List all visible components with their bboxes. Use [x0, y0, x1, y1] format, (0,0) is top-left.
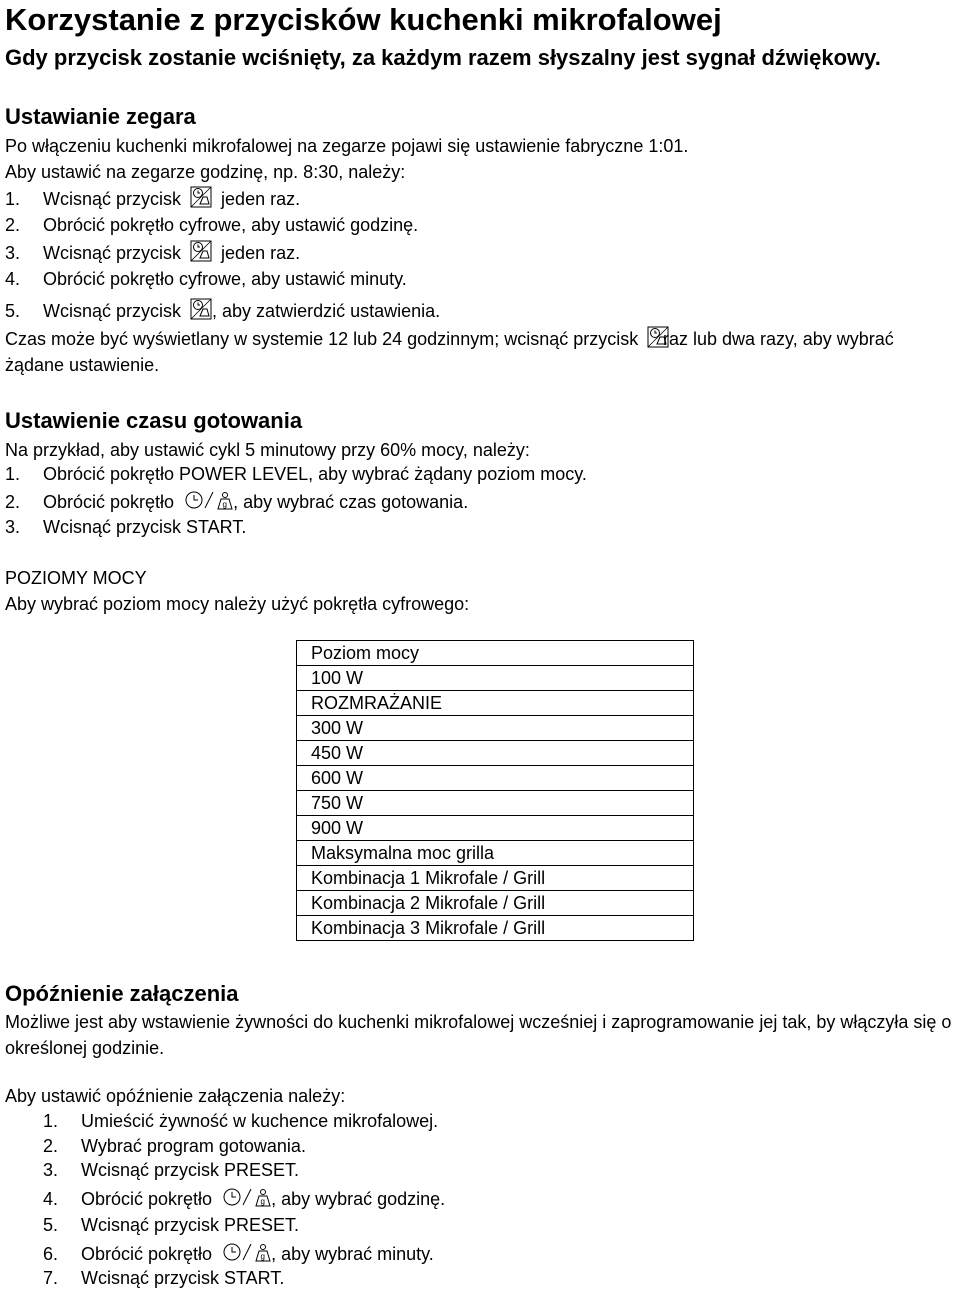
power-table-row	[297, 891, 694, 916]
step-number: 4.	[43, 1189, 59, 1209]
power-table-row	[297, 841, 694, 866]
power-table-cell: Kombinacja 3 Mikrofale / Grill	[297, 916, 694, 941]
delay-paragraph: Możliwe jest aby wstawienie żywności do kuchenki mikrofalowej wcześniej i zaprogramowanie jej tak, by włączyła się o określonej godzinie.	[5, 1012, 952, 1058]
step-number: 3.	[43, 1160, 59, 1180]
step-number: 1.	[5, 464, 21, 484]
step-number: 3.	[5, 517, 21, 537]
delay-step-1	[43, 1109, 438, 1133]
power-level-table	[296, 640, 694, 941]
power-table-row	[297, 866, 694, 891]
step-text-after: , aby wybrać czas gotowania.	[233, 492, 469, 512]
step-text: Wcisnąć przycisk	[43, 243, 182, 263]
step-text: Wcisnąć przycisk START.	[81, 1268, 285, 1288]
clock-intro-1: Po włączeniu kuchenki mikrofalowej na zegarze pojawi się ustawienie fabryczne 1:01.	[5, 136, 689, 156]
delay-step-6	[43, 1241, 434, 1269]
step-text: Wcisnąć przycisk PRESET.	[81, 1215, 300, 1235]
power-table-cell: 600 W	[297, 766, 694, 791]
svg-text:g: g	[222, 500, 228, 509]
time-weight-dial-icon	[183, 489, 233, 517]
power-table-row	[297, 641, 694, 666]
step-text: Wcisnąć przycisk PRESET.	[81, 1160, 300, 1180]
step-number: 2.	[43, 1136, 59, 1156]
step-text: Obrócić pokrętło POWER LEVEL, aby wybrać żądany poziom mocy.	[43, 464, 587, 484]
power-table-cell: Maksymalna moc grilla	[297, 841, 694, 866]
power-table-row	[297, 691, 694, 716]
svg-text:g: g	[260, 1197, 266, 1206]
power-table-row	[297, 716, 694, 741]
clock-note-text: Czas może być wyświetlany w systemie 12 lub 24 godzinnym; wcisnąć przycisk	[5, 329, 639, 349]
delay-step-4	[43, 1186, 445, 1214]
power-table-row	[297, 741, 694, 766]
step-text: Wcisnąć przycisk	[43, 189, 182, 209]
step-number: 1.	[43, 1111, 59, 1131]
power-table-cell: Kombinacja 2 Mikrofale / Grill	[297, 891, 694, 916]
step-text: Wcisnąć przycisk START.	[43, 517, 247, 537]
page-title: Korzystanie z przycisków kuchenki mikrofalowej	[5, 2, 722, 37]
time-weight-dial-icon	[221, 1186, 271, 1214]
clock-button-icon	[190, 186, 212, 214]
time-weight-dial-icon	[221, 1241, 271, 1269]
step-number: 7.	[43, 1268, 59, 1288]
delay-step-7	[43, 1266, 284, 1290]
step-text-after: , aby wybrać minuty.	[271, 1244, 434, 1264]
page-subtitle: Gdy przycisk zostanie wciśnięty, za każdym razem słyszalny jest sygnał dźwiękowy.	[5, 45, 881, 70]
step-text: Obrócić pokrętło	[81, 1244, 213, 1264]
step-number: 6.	[43, 1244, 59, 1264]
step-text: Obrócić pokrętło	[43, 492, 175, 512]
clock-intro-2: Aby ustawić na zegarze godzinę, np. 8:30, należy:	[5, 162, 406, 182]
step-number: 3.	[5, 243, 21, 263]
power-intro: Aby wybrać poziom mocy należy użyć pokrętła cyfrowego:	[5, 594, 470, 614]
clock-step-3	[5, 240, 300, 268]
power-table-row	[297, 766, 694, 791]
power-table-cell: 900 W	[297, 816, 694, 841]
power-heading: POZIOMY MOCY	[5, 568, 147, 588]
step-text: Obrócić pokrętło cyfrowe, aby ustawić godzinę.	[43, 215, 419, 235]
clock-step-5	[5, 298, 440, 326]
power-table-header-cell: Poziom mocy	[297, 641, 694, 666]
svg-text:g: g	[260, 1252, 266, 1261]
power-table-cell: ROZMRAŻANIE	[297, 691, 694, 716]
step-text: Obrócić pokrętło cyfrowe, aby ustawić minuty.	[43, 269, 407, 289]
step-text-after: , aby wybrać godzinę.	[271, 1189, 446, 1209]
cooking-step-2	[5, 489, 468, 517]
delay-heading: Opóźnienie załączenia	[5, 981, 239, 1006]
step-number: 1.	[5, 189, 21, 209]
delay-step-3	[43, 1158, 299, 1182]
power-table-cell: Kombinacja 1 Mikrofale / Grill	[297, 866, 694, 891]
delay-intro: Aby ustawić opóźnienie załączenia należy:	[5, 1086, 346, 1106]
power-table-cell: 750 W	[297, 791, 694, 816]
cooking-intro: Na przykład, aby ustawić cykl 5 minutowy przy 60% mocy, należy:	[5, 440, 530, 460]
step-text-after: jeden raz.	[221, 243, 301, 263]
delay-step-5	[43, 1213, 299, 1237]
step-text-after: jeden raz.	[221, 189, 301, 209]
power-table-row	[297, 791, 694, 816]
power-table-row	[297, 816, 694, 841]
clock-step-2	[5, 213, 418, 237]
step-text: Umieścić żywność w kuchence mikrofalowej.	[81, 1111, 439, 1131]
power-table-row	[297, 666, 694, 691]
step-number: 5.	[5, 301, 21, 321]
step-text: Wybrać program gotowania.	[81, 1136, 306, 1156]
power-table-cell: 450 W	[297, 741, 694, 766]
step-text-after: , aby zatwierdzić ustawienia.	[212, 301, 441, 321]
step-number: 5.	[43, 1215, 59, 1235]
step-number: 2.	[5, 215, 21, 235]
power-table-cell: 300 W	[297, 716, 694, 741]
clock-step-1	[5, 186, 300, 214]
power-table-cell: 100 W	[297, 666, 694, 691]
step-number: 4.	[5, 269, 21, 289]
step-number: 2.	[5, 492, 21, 512]
clock-button-icon	[190, 298, 212, 326]
clock-button-icon	[190, 240, 212, 268]
cooking-heading: Ustawienie czasu gotowania	[5, 408, 303, 433]
clock-step-4	[5, 267, 407, 291]
clock-note-continuation: raz lub dwa razy, aby wybrać żądane ustawienie.	[5, 329, 894, 375]
step-text: Wcisnąć przycisk	[43, 301, 182, 321]
power-table-row	[297, 916, 694, 941]
step-text: Obrócić pokrętło	[81, 1189, 213, 1209]
cooking-step-1	[5, 462, 587, 486]
delay-step-2	[43, 1134, 306, 1158]
clock-heading: Ustawianie zegara	[5, 104, 196, 129]
cooking-step-3	[5, 515, 246, 539]
